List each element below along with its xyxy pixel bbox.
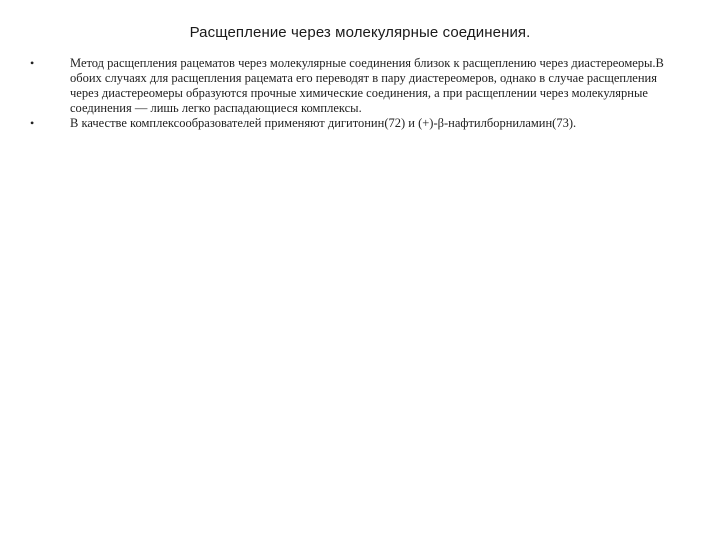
bullet-item <box>30 56 680 116</box>
bullet-dot-icon: • <box>30 116 35 130</box>
bullet-list <box>30 56 680 131</box>
bullet-text: В качестве комплексообразователей применяют дигитонин(72) и (+)-β-нафтилборниламин(73). <box>70 116 577 130</box>
bullet-text: Метод расщепления рацематов через молекулярные соединения близок к расщеплению через диастереомеры.В обоих случаях для расщепления рацемата его переводят в пару диастереомеров, однако в случае расщепления через диастереомеры образуются прочные химические соединения, а при расщеплении через молекулярные соединения — лишь легко распадающиеся комплексы. <box>70 56 664 115</box>
bullet-dot-icon: • <box>30 56 35 70</box>
slide-title: Расщепление через молекулярные соединения. <box>189 24 531 41</box>
bullet-item <box>30 116 680 131</box>
